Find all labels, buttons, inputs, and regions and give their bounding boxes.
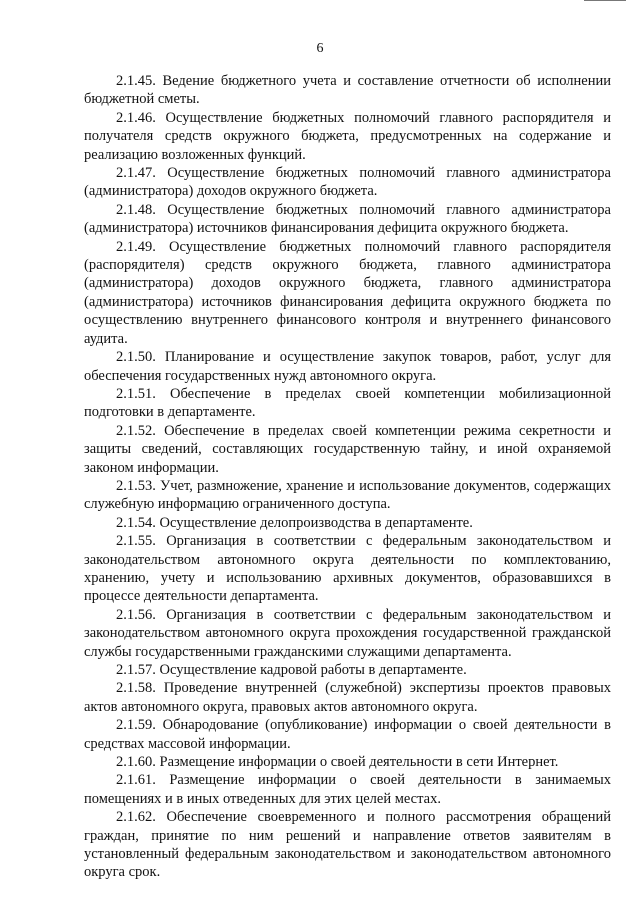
paragraph-2-1-59: 2.1.59. Обнародование (опубликование) информации о своей деятельности в средствах массовой информации.: [84, 717, 611, 752]
paragraph-2-1-51: 2.1.51. Обеспечение в пределах своей компетенции мобилизационной подготовки в департаменте.: [84, 385, 611, 421]
paragraph-2-1-55: 2.1.55. Организация в соответствии с федеральным законодательством и законодательством автономного округа деятельности по комплектованию, хранению, учету и использованию архивных документов, образовавшихся в процессе деятельности департамента.: [84, 533, 611, 605]
paragraph-2-1-48: 2.1.48. Осуществление бюджетных полномочий главного администратора (администратора) источников финансирования дефицита окружного бюджета.: [84, 201, 611, 237]
paragraph-2-1-60: 2.1.60. Размещение информации о своей деятельности в сети Интернет.: [116, 754, 559, 771]
paragraph-2-1-56: 2.1.56. Организация в соответствии с федеральным законодательством и законодательством автономного округа прохождения государственной гражданской службы государственными гражданскими служащими департамента.: [84, 606, 611, 660]
paragraph-2-1-45: 2.1.45. Ведение бюджетного учета и составление отчетности об исполнении бюджетной сметы.: [84, 73, 611, 108]
page-number: 6: [316, 41, 324, 56]
scan-corner-mark: [584, 0, 626, 4]
paragraph-2-1-52: 2.1.52. Обеспечение в пределах своей компетенции режима секретности и защиты сведений, составляющих государственную тайну, и иной охраняемой законом информации.: [84, 422, 611, 476]
paragraph-2-1-58: 2.1.58. Проведение внутренней (служебной) экспертизы проектов правовых актов автономного округа, правовых актов автономного округа.: [84, 680, 611, 715]
paragraph-2-1-61: 2.1.61. Размещение информации о своей деятельности в занимаемых помещениях и в иных отведенных для этих целей местах.: [84, 772, 611, 807]
paragraph-2-1-46: 2.1.46. Осуществление бюджетных полномочий главного распорядителя и получателя средств окружного бюджета, предусмотренных на содержание и реализацию возложенных функций.: [84, 109, 611, 163]
paragraph-2-1-57: 2.1.57. Осуществление кадровой работы в департаменте.: [116, 662, 467, 678]
paragraph-2-1-49: 2.1.49. Осуществление бюджетных полномочий главного распорядителя (распорядителя) средств окружного бюджета, главного администратора (администратора) доходов окружного бюджета, главного администратора (администратора) источников финансирования дефицита окружного бюджета по осуществлению внутреннего финансового контроля и внутреннего финансового аудита.: [84, 238, 611, 347]
paragraph-2-1-53: 2.1.53. Учет, размножение, хранение и использование документов, содержащих служебную информацию ограниченного доступа.: [84, 477, 611, 513]
document-body: [84, 72, 611, 882]
paragraph-2-1-54: 2.1.54. Осуществление делопроизводства в департаменте.: [116, 514, 473, 531]
paragraph-2-1-47: 2.1.47. Осуществление бюджетных полномочий главного администратора (администратора) доходов окружного бюджета.: [84, 165, 611, 200]
paragraph-2-1-50: 2.1.50. Планирование и осуществление закупок товаров, работ, услуг для обеспечения государственных нужд автономного округа.: [84, 349, 611, 384]
paragraph-2-1-62: 2.1.62. Обеспечение своевременного и полного рассмотрения обращений граждан, принятие по ним решений и направление ответов заявителям в установленный федеральным законодательством и законодательством автономного округа срок.: [84, 809, 611, 881]
